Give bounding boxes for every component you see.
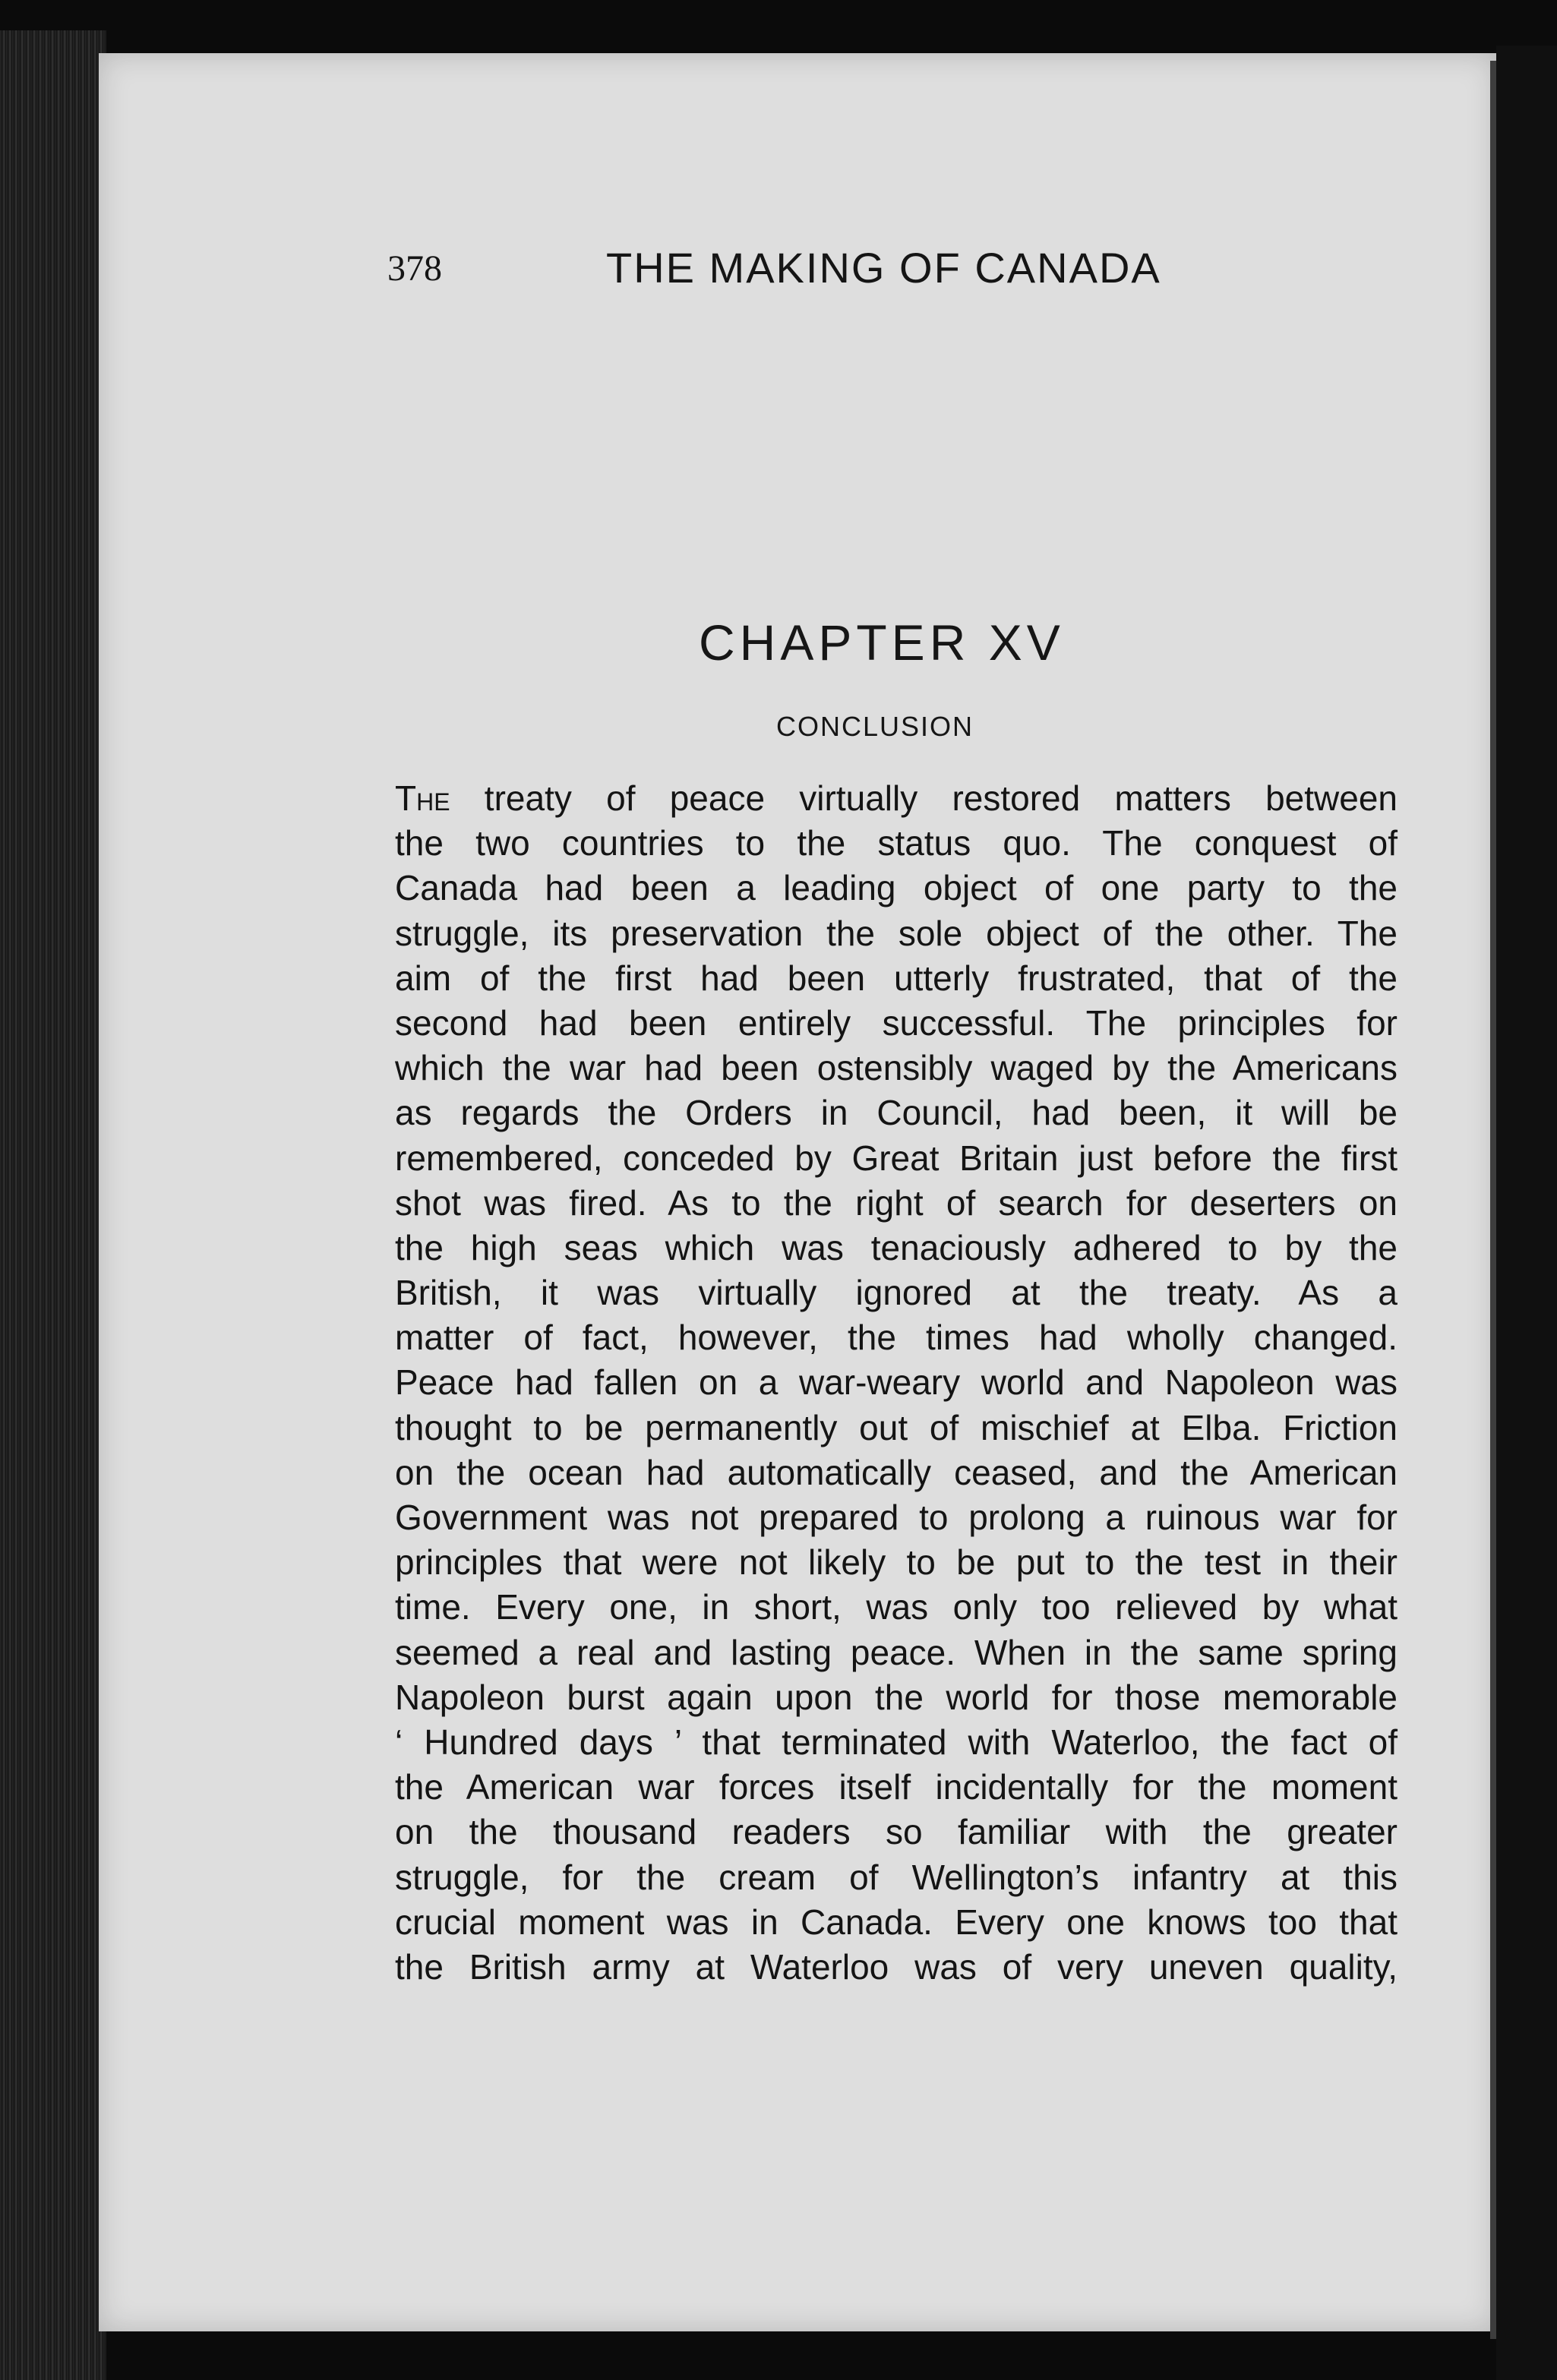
book-title: THE MAKING OF CANADA bbox=[606, 244, 1161, 292]
text-line: Napoleon burst again upon the world for those memorable bbox=[395, 1677, 1398, 1717]
text-line: Government was not prepared to prolong a ruinous war for bbox=[395, 1498, 1398, 1537]
text-line: ‘ Hundred days ’ that terminated with Waterloo, the fact of bbox=[395, 1722, 1398, 1762]
text-line: the British army at Waterloo was of very uneven quality, bbox=[395, 1946, 1398, 1987]
text-line: British, it was virtually ignored at the treaty. As a bbox=[395, 1273, 1398, 1313]
facing-page-edge bbox=[1496, 46, 1557, 2380]
body-paragraph bbox=[395, 776, 1398, 1990]
chapter-heading: CHAPTER XV bbox=[699, 614, 1065, 671]
drop-word: The bbox=[395, 778, 450, 818]
text-line: as regards the Orders in Council, had been, it will be bbox=[395, 1093, 1398, 1133]
text-line: remembered, conceded by Great Britain just before the first bbox=[395, 1138, 1398, 1178]
running-head bbox=[387, 243, 1223, 304]
text-line: matter of fact, however, the times had wholly changed. bbox=[395, 1318, 1398, 1358]
book-spine-edge bbox=[0, 30, 106, 2380]
text-line: time. Every one, in short, was only too relieved by what bbox=[395, 1587, 1398, 1627]
text-line: Peace had fallen on a war-weary world and Napoleon was bbox=[395, 1362, 1398, 1403]
text-line bbox=[395, 776, 1398, 821]
text-line: seemed a real and lasting peace. When in the same spring bbox=[395, 1632, 1398, 1672]
text-line: second had been entirely successful. The principles for bbox=[395, 1002, 1398, 1043]
text-line: struggle, its preservation the sole object of the other. The bbox=[395, 913, 1398, 953]
text-line: aim of the first had been utterly frustrated, that of the bbox=[395, 958, 1398, 998]
line-text: treaty of peace virtually restored matters between bbox=[450, 778, 1398, 818]
text-line: crucial moment was in Canada. Every one knows too that bbox=[395, 1902, 1398, 1942]
text-line: which the war had been ostensibly waged by the Americans bbox=[395, 1048, 1398, 1088]
text-line: struggle, for the cream of Wellington’s infantry at this bbox=[395, 1857, 1398, 1897]
text-line: Canada had been a leading object of one party to the bbox=[395, 868, 1398, 908]
text-line: the American war forces itself incidentally for the moment bbox=[395, 1767, 1398, 1807]
text-line: principles that were not likely to be put to the test in their bbox=[395, 1542, 1398, 1583]
chapter-subtitle: CONCLUSION bbox=[776, 711, 974, 742]
text-line: the two countries to the status quo. The conquest of bbox=[395, 823, 1398, 863]
text-line: on the ocean had automatically ceased, and the American bbox=[395, 1452, 1398, 1492]
text-line: the high seas which was tenaciously adhered to by the bbox=[395, 1227, 1398, 1267]
text-line: thought to be permanently out of mischief at Elba. Friction bbox=[395, 1407, 1398, 1447]
text-line: on the thousand readers so familiar with the greater bbox=[395, 1812, 1398, 1852]
text-line: shot was fired. As to the right of search for deserters on bbox=[395, 1182, 1398, 1223]
page-number: 378 bbox=[387, 248, 442, 289]
